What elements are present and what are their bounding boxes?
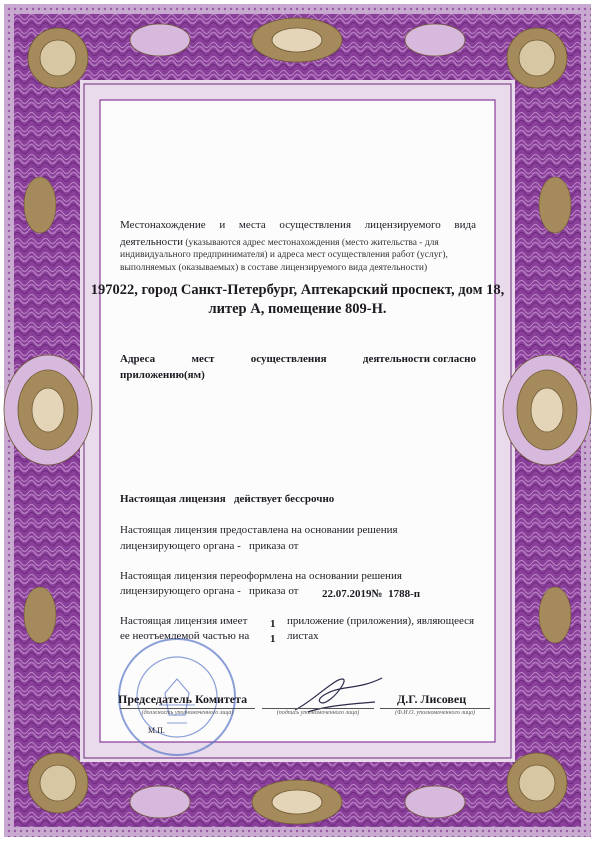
reissued-date: 22.07.2019 bbox=[322, 588, 372, 600]
granted-line1: Настоящая лицензия предоставлена на основании решения bbox=[120, 524, 398, 536]
appendix-right-line1: приложение (приложения), являющееся bbox=[287, 615, 475, 627]
location-heading-line3: индивидуального предпринимателя) и адреса мест осуществления работ (услуг), bbox=[120, 250, 448, 260]
activity-places-line1 bbox=[120, 353, 476, 366]
appendix-left-line2: ее неотъемлемой частью на bbox=[120, 630, 250, 642]
validity-value: действует бессрочно bbox=[233, 493, 335, 505]
signatory-position: Председатель Комитета bbox=[118, 692, 248, 706]
location-heading-line2 bbox=[120, 236, 476, 249]
activity-word-4: деятельности согласно bbox=[362, 353, 476, 365]
signature-caption: (подпись уполномоченного лица) bbox=[276, 710, 360, 716]
appendix-right-line2: листах bbox=[287, 630, 319, 642]
location-heading-line1: Местонахождение и места осуществления лицензируемого вида bbox=[120, 219, 476, 231]
activity-word-2: мест bbox=[191, 353, 215, 365]
signatory-name: Д.Г. Лисовец bbox=[397, 692, 467, 706]
activity-places-line2: приложению(ям) bbox=[120, 369, 205, 381]
seal-mark: М.П. bbox=[148, 726, 165, 735]
appendix-count-2: 1 bbox=[270, 633, 276, 645]
reissued-order bbox=[322, 588, 420, 601]
appendix-count-1: 1 bbox=[270, 618, 276, 630]
location-heading-bold: деятельности bbox=[120, 236, 183, 248]
location-heading-note: (указываются адрес местонахождения (место жительства - для bbox=[185, 238, 439, 248]
reissued-line1: Настоящая лицензия переоформлена на основании решения bbox=[120, 570, 402, 582]
location-heading-line4: выполняемых (оказываемых) в составе лицензируемого вида деятельности) bbox=[120, 263, 428, 273]
activity-word-3: осуществления bbox=[250, 353, 327, 365]
address-line2: литер А, помещение 809-Н. bbox=[208, 301, 387, 317]
validity-label: Настоящая лицензия bbox=[120, 493, 226, 505]
name-caption: (Ф.И.О. уполномоченного лица) bbox=[394, 710, 476, 716]
number-sign: № bbox=[371, 588, 383, 600]
address-line1: 197022, город Санкт-Петербург, Аптекарский проспект, дом 18, bbox=[90, 282, 505, 298]
reissued-number: 1788-п bbox=[388, 588, 421, 600]
granted-line2: лицензирующего органа - приказа от bbox=[120, 540, 299, 552]
activity-word-1: Адреса bbox=[120, 353, 156, 365]
position-caption: (должность уполномоченного лица) bbox=[141, 710, 234, 716]
appendix-left-line1: Настоящая лицензия имеет bbox=[120, 615, 248, 627]
reissued-line2: лицензирующего органа - приказа от bbox=[120, 585, 299, 597]
validity-statement bbox=[120, 493, 334, 506]
